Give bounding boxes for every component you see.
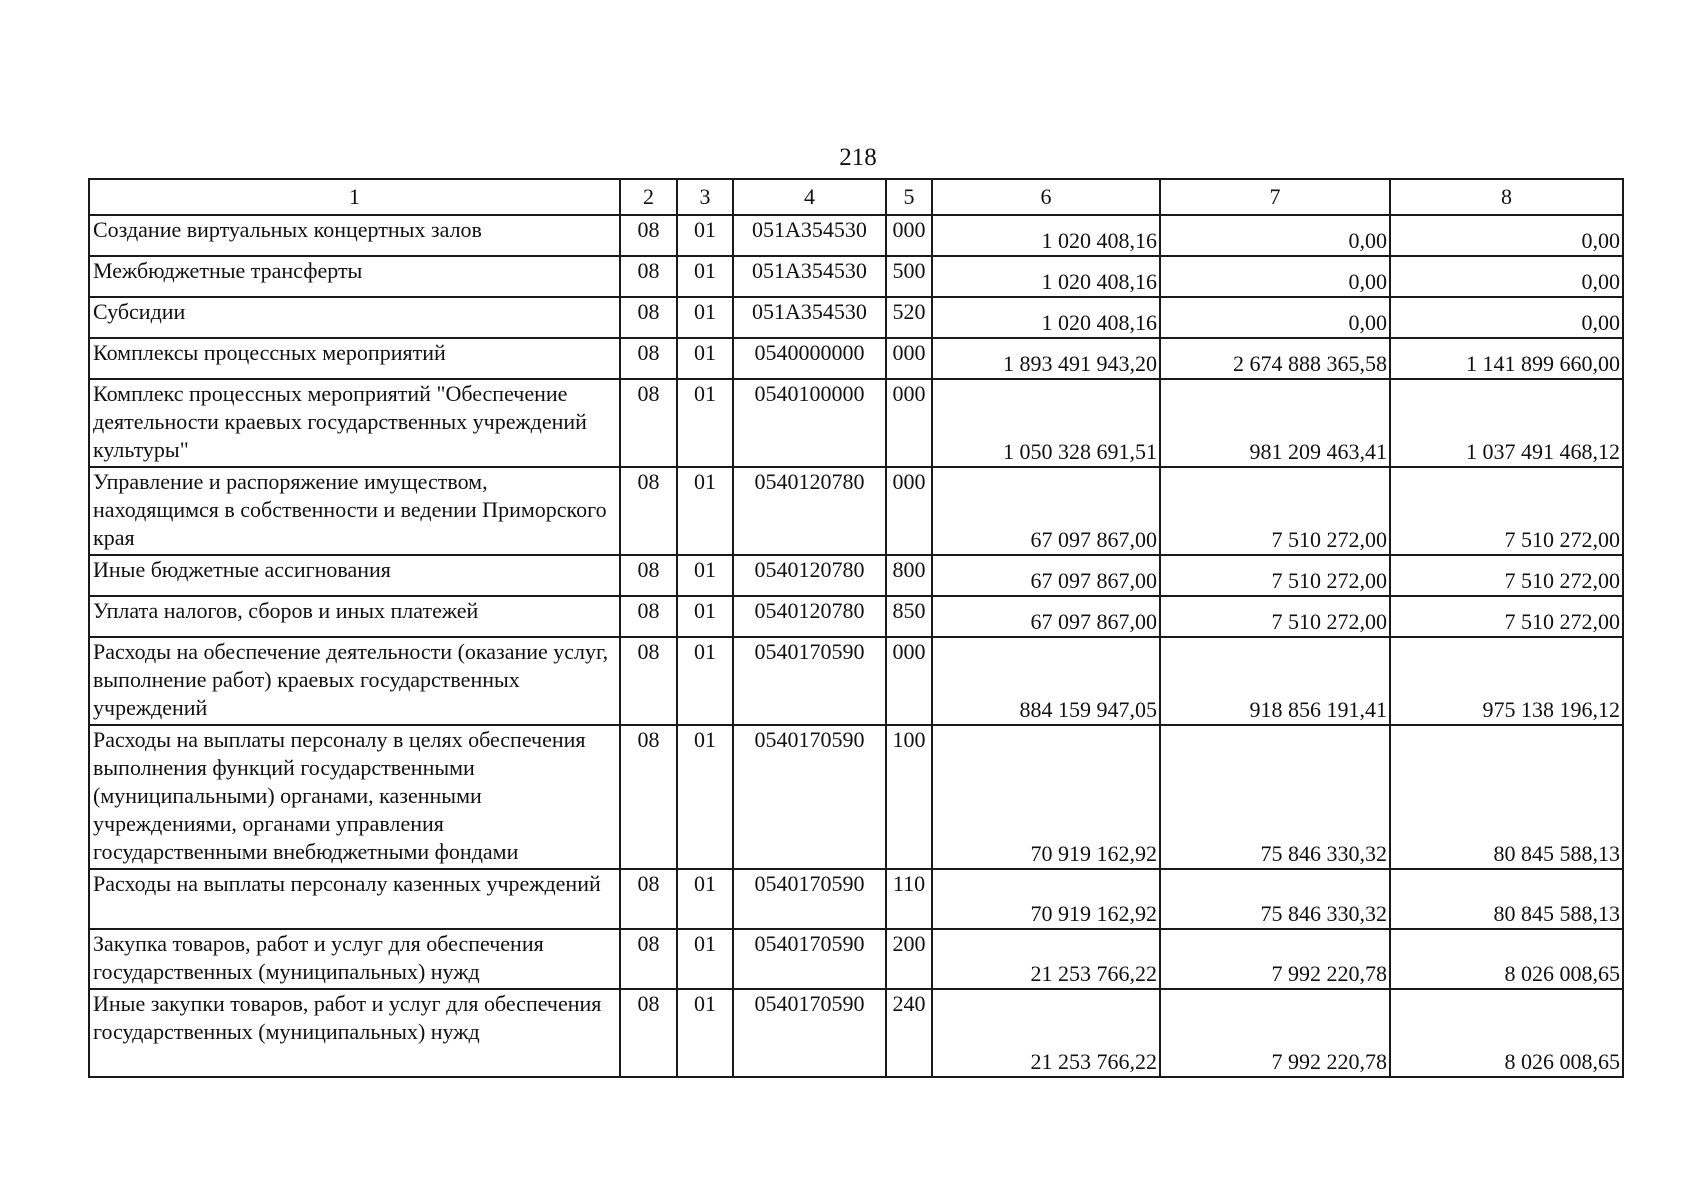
row-name-cell: Комплекс процессных мероприятий "Обеспечение деятельности краевых государственных учреждений культуры" [89, 379, 620, 467]
expense-type-cell: 000 [886, 379, 932, 467]
subsection-code-cell: 01 [677, 869, 733, 929]
section-code-cell: 08 [620, 929, 677, 989]
expense-type-cell: 000 [886, 467, 932, 555]
section-code-cell: 08 [620, 297, 677, 338]
amount-col8-cell: 0,00 [1390, 256, 1623, 297]
amount-col7-cell: 0,00 [1160, 256, 1390, 297]
section-code-cell: 08 [620, 467, 677, 555]
amount-col7-cell: 7 510 272,00 [1160, 467, 1390, 555]
row-name-cell: Иные закупки товаров, работ и услуг для обеспечения государственных (муниципальных) нужд [89, 989, 620, 1077]
expense-type-cell: 000 [886, 215, 932, 256]
row-name-cell: Расходы на обеспечение деятельности (оказание услуг, выполнение работ) краевых государственных учреждений [89, 637, 620, 725]
amount-col6-cell: 70 919 162,92 [932, 725, 1160, 869]
column-header: 6 [932, 179, 1160, 215]
column-number-header-row [89, 179, 1623, 215]
section-code-cell: 08 [620, 555, 677, 596]
row-name-cell: Расходы на выплаты персоналу казенных учреждений [89, 869, 620, 929]
page-number: 218 [839, 144, 877, 171]
amount-col6-cell: 21 253 766,22 [932, 989, 1160, 1077]
section-code-cell: 08 [620, 215, 677, 256]
subsection-code-cell: 01 [677, 725, 733, 869]
amount-col7-cell: 0,00 [1160, 297, 1390, 338]
amount-col8-cell: 1 037 491 468,12 [1390, 379, 1623, 467]
subsection-code-cell: 01 [677, 467, 733, 555]
target-article-cell: 0540120780 [733, 467, 886, 555]
target-article-cell: 0540000000 [733, 338, 886, 379]
amount-col6-cell: 67 097 867,00 [932, 555, 1160, 596]
target-article-cell: 0540170590 [733, 989, 886, 1077]
amount-col7-cell: 0,00 [1160, 215, 1390, 256]
table-row [89, 596, 1623, 637]
section-code-cell: 08 [620, 989, 677, 1077]
row-name-cell: Субсидии [89, 297, 620, 338]
amount-col8-cell: 7 510 272,00 [1390, 555, 1623, 596]
row-name-cell: Межбюджетные трансферты [89, 256, 620, 297]
table-row [89, 338, 1623, 379]
subsection-code-cell: 01 [677, 596, 733, 637]
expense-type-cell: 110 [886, 869, 932, 929]
amount-col6-cell: 67 097 867,00 [932, 596, 1160, 637]
amount-col8-cell: 1 141 899 660,00 [1390, 338, 1623, 379]
amount-col7-cell: 2 674 888 365,58 [1160, 338, 1390, 379]
target-article-cell: 0540170590 [733, 929, 886, 989]
amount-col6-cell: 67 097 867,00 [932, 467, 1160, 555]
amount-col6-cell: 1 020 408,16 [932, 256, 1160, 297]
target-article-cell: 0540120780 [733, 555, 886, 596]
target-article-cell: 0540100000 [733, 379, 886, 467]
expense-type-cell: 240 [886, 989, 932, 1077]
subsection-code-cell: 01 [677, 215, 733, 256]
row-name-cell: Расходы на выплаты персоналу в целях обеспечения выполнения функций государственными (муниципальными) органами, казенными учреждениями, органами управления государственными внебюджетными фондами [89, 725, 620, 869]
target-article-cell: 0540120780 [733, 596, 886, 637]
subsection-code-cell: 01 [677, 297, 733, 338]
section-code-cell: 08 [620, 637, 677, 725]
table-row [89, 379, 1623, 467]
subsection-code-cell: 01 [677, 256, 733, 297]
amount-col8-cell: 80 845 588,13 [1390, 869, 1623, 929]
target-article-cell: 051A354530 [733, 297, 886, 338]
section-code-cell: 08 [620, 725, 677, 869]
amount-col6-cell: 884 159 947,05 [932, 637, 1160, 725]
target-article-cell: 0540170590 [733, 725, 886, 869]
target-article-cell: 051A354530 [733, 256, 886, 297]
target-article-cell: 0540170590 [733, 869, 886, 929]
amount-col6-cell: 1 020 408,16 [932, 297, 1160, 338]
table-row [89, 467, 1623, 555]
row-name-cell: Иные бюджетные ассигнования [89, 555, 620, 596]
expense-type-cell: 000 [886, 338, 932, 379]
section-code-cell: 08 [620, 596, 677, 637]
amount-col6-cell: 21 253 766,22 [932, 929, 1160, 989]
row-name-cell: Управление и распоряжение имуществом, находящимся в собственности и ведении Приморского края [89, 467, 620, 555]
row-name-cell: Комплексы процессных мероприятий [89, 338, 620, 379]
expense-type-cell: 520 [886, 297, 932, 338]
amount-col7-cell: 75 846 330,32 [1160, 869, 1390, 929]
amount-col8-cell: 8 026 008,65 [1390, 989, 1623, 1077]
column-header: 1 [89, 179, 620, 215]
subsection-code-cell: 01 [677, 338, 733, 379]
section-code-cell: 08 [620, 256, 677, 297]
subsection-code-cell: 01 [677, 637, 733, 725]
amount-col6-cell: 70 919 162,92 [932, 869, 1160, 929]
amount-col7-cell: 981 209 463,41 [1160, 379, 1390, 467]
table-row [89, 297, 1623, 338]
target-article-cell: 051A354530 [733, 215, 886, 256]
subsection-code-cell: 01 [677, 929, 733, 989]
amount-col7-cell: 7 510 272,00 [1160, 555, 1390, 596]
row-name-cell: Создание виртуальных концертных залов [89, 215, 620, 256]
table-row [89, 215, 1623, 256]
column-header: 7 [1160, 179, 1390, 215]
amount-col6-cell: 1 020 408,16 [932, 215, 1160, 256]
column-header: 2 [620, 179, 677, 215]
amount-col7-cell: 7 510 272,00 [1160, 596, 1390, 637]
amount-col6-cell: 1 050 328 691,51 [932, 379, 1160, 467]
amount-col7-cell: 918 856 191,41 [1160, 637, 1390, 725]
expense-type-cell: 200 [886, 929, 932, 989]
section-code-cell: 08 [620, 338, 677, 379]
amount-col8-cell: 0,00 [1390, 215, 1623, 256]
amount-col7-cell: 75 846 330,32 [1160, 725, 1390, 869]
expense-type-cell: 850 [886, 596, 932, 637]
table-row [89, 256, 1623, 297]
amount-col8-cell: 7 510 272,00 [1390, 596, 1623, 637]
table-row [89, 989, 1623, 1077]
table-row [89, 929, 1623, 989]
column-header: 4 [733, 179, 886, 215]
amount-col6-cell: 1 893 491 943,20 [932, 338, 1160, 379]
amount-col8-cell: 8 026 008,65 [1390, 929, 1623, 989]
column-header: 3 [677, 179, 733, 215]
section-code-cell: 08 [620, 869, 677, 929]
column-header: 8 [1390, 179, 1623, 215]
row-name-cell: Уплата налогов, сборов и иных платежей [89, 596, 620, 637]
amount-col8-cell: 7 510 272,00 [1390, 467, 1623, 555]
column-header: 5 [886, 179, 932, 215]
amount-col8-cell: 0,00 [1390, 297, 1623, 338]
subsection-code-cell: 01 [677, 989, 733, 1077]
expense-type-cell: 500 [886, 256, 932, 297]
amount-col8-cell: 975 138 196,12 [1390, 637, 1623, 725]
subsection-code-cell: 01 [677, 555, 733, 596]
table-row [89, 637, 1623, 725]
table-row [89, 869, 1623, 929]
subsection-code-cell: 01 [677, 379, 733, 467]
expense-type-cell: 800 [886, 555, 932, 596]
table-row [89, 725, 1623, 869]
expense-type-cell: 000 [886, 637, 932, 725]
table-body [89, 179, 1623, 1077]
expense-type-cell: 100 [886, 725, 932, 869]
table-row [89, 555, 1623, 596]
amount-col8-cell: 80 845 588,13 [1390, 725, 1623, 869]
target-article-cell: 0540170590 [733, 637, 886, 725]
amount-col7-cell: 7 992 220,78 [1160, 929, 1390, 989]
amount-col7-cell: 7 992 220,78 [1160, 989, 1390, 1077]
row-name-cell: Закупка товаров, работ и услуг для обеспечения государственных (муниципальных) нужд [89, 929, 620, 989]
section-code-cell: 08 [620, 379, 677, 467]
budget-table [88, 178, 1624, 1078]
